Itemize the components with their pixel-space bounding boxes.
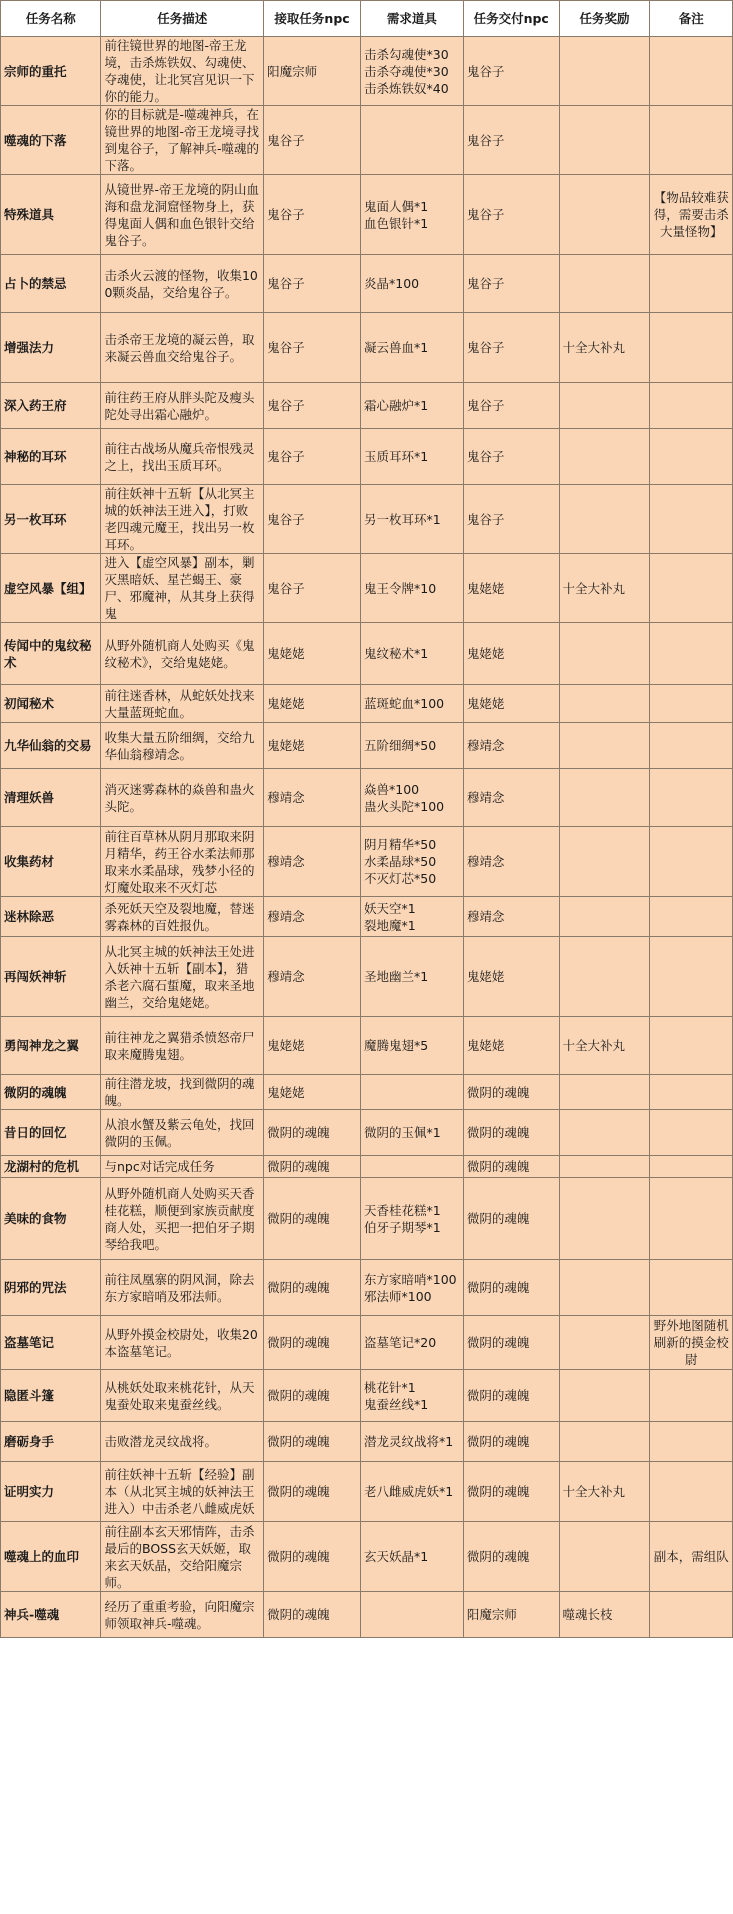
task-desc-cell — [101, 1017, 264, 1075]
giver-npc-cell: 微阴的魂魄 — [264, 1462, 361, 1522]
reward-cell — [559, 1178, 650, 1260]
note-cell — [650, 485, 733, 554]
table-row — [1, 255, 733, 313]
task-name-cell: 神兵-噬魂 — [1, 1592, 101, 1638]
table-row — [1, 1260, 733, 1316]
task-name-cell: 噬魂上的血印 — [1, 1522, 101, 1592]
required-item: 玉质耳环*1 — [364, 449, 429, 464]
table-row — [1, 1370, 733, 1422]
task-name-cell: 阴邪的咒法 — [1, 1260, 101, 1316]
header-reward: 任务奖励 — [559, 1, 650, 37]
giver-npc-cell: 鬼姥姥 — [264, 1017, 361, 1075]
table-row — [1, 1422, 733, 1462]
required-item: 阴月精华*50 — [364, 837, 437, 852]
note-cell — [650, 723, 733, 769]
header-row — [1, 1, 733, 37]
required-items-cell — [361, 1462, 464, 1522]
giver-npc-cell: 鬼谷子 — [264, 383, 361, 429]
task-name-cell: 噬魂的下落 — [1, 106, 101, 175]
reward-cell — [559, 723, 650, 769]
reward-cell — [559, 383, 650, 429]
task-desc-text: 与npc对话完成任务 — [104, 1159, 215, 1174]
reward-cell — [559, 769, 650, 827]
giver-npc-cell: 微阴的魂魄 — [264, 1592, 361, 1638]
required-items-cell — [361, 383, 464, 429]
turnin-npc-cell: 微阴的魂魄 — [463, 1370, 559, 1422]
task-desc-text: 消灭迷雾森林的焱兽和蛊火头陀。 — [104, 781, 255, 814]
reward-cell — [559, 429, 650, 485]
note-cell — [650, 1370, 733, 1422]
required-items-cell — [361, 255, 464, 313]
note-cell: 野外地图随机刷新的摸金校尉 — [650, 1316, 733, 1370]
turnin-npc-cell: 微阴的魂魄 — [463, 1462, 559, 1522]
note-cell — [650, 37, 733, 106]
turnin-npc-cell: 穆靖念 — [463, 723, 559, 769]
task-desc-cell — [101, 1522, 264, 1592]
table-row — [1, 37, 733, 106]
task-desc-cell — [101, 897, 264, 937]
turnin-npc-cell: 微阴的魂魄 — [463, 1422, 559, 1462]
task-desc-text: 前往百草林从阴月那取来阴月精华，药王谷水柔法师那取来水柔晶球，残梦小径的灯魔处取来不灭灯芯 — [104, 828, 255, 895]
required-items-cell — [361, 1592, 464, 1638]
required-item: 血色银针*1 — [364, 215, 429, 231]
header-giver-npc: 接取任务npc — [264, 1, 361, 37]
reward-cell: 十全大补丸 — [559, 313, 650, 383]
task-desc-text: 从浪水蟹及紫云龟处，找回微阴的玉佩。 — [104, 1116, 255, 1149]
task-desc-text: 收集大量五阶细绸，交给九华仙翁穆靖念。 — [104, 729, 255, 762]
task-name-cell: 另一枚耳环 — [1, 485, 101, 554]
reward-cell: 十全大补丸 — [559, 1462, 650, 1522]
reward-cell — [559, 485, 650, 554]
turnin-npc-cell: 穆靖念 — [463, 827, 559, 897]
task-name-cell: 特殊道具 — [1, 175, 101, 255]
task-desc-text: 前往副本玄天邪情阵，击杀最后的BOSS玄天妖姬，取来玄天妖晶，交给阳魔宗师。 — [104, 1523, 255, 1590]
note-cell — [650, 383, 733, 429]
required-item: 盗墓笔记*20 — [364, 1335, 437, 1350]
turnin-npc-cell: 鬼谷子 — [463, 255, 559, 313]
turnin-npc-cell: 微阴的魂魄 — [463, 1075, 559, 1110]
required-item: 玄天妖晶*1 — [364, 1549, 429, 1564]
required-items-cell — [361, 623, 464, 685]
reward-cell — [559, 1110, 650, 1156]
turnin-npc-cell: 鬼谷子 — [463, 313, 559, 383]
task-desc-cell — [101, 769, 264, 827]
required-items-cell — [361, 1370, 464, 1422]
giver-npc-cell: 微阴的魂魄 — [264, 1156, 361, 1178]
task-name-cell: 虚空风暴【组】 — [1, 554, 101, 623]
task-name-cell: 占卜的禁忌 — [1, 255, 101, 313]
task-desc-text: 击败潜龙灵纹战将。 — [104, 1434, 217, 1449]
task-desc-cell — [101, 37, 264, 106]
note-cell — [650, 685, 733, 723]
required-item: 不灭灯芯*50 — [364, 871, 437, 886]
giver-npc-cell: 鬼姥姥 — [264, 623, 361, 685]
note-cell — [650, 623, 733, 685]
note-cell — [650, 554, 733, 623]
required-item: 另一枚耳环*1 — [364, 511, 441, 527]
note-cell — [650, 106, 733, 175]
turnin-npc-cell: 鬼谷子 — [463, 37, 559, 106]
required-item: 微阴的玉佩*1 — [364, 1125, 441, 1140]
table-row — [1, 1462, 733, 1522]
table-row — [1, 623, 733, 685]
reward-cell — [559, 106, 650, 175]
task-desc-cell — [101, 1370, 264, 1422]
turnin-npc-cell: 微阴的魂魄 — [463, 1110, 559, 1156]
reward-cell: 十全大补丸 — [559, 554, 650, 623]
note-cell — [650, 1178, 733, 1260]
giver-npc-cell: 穆靖念 — [264, 897, 361, 937]
required-items-cell — [361, 175, 464, 255]
task-name-cell: 微阴的魂魄 — [1, 1075, 101, 1110]
required-items-cell — [361, 685, 464, 723]
task-name-cell: 传闻中的鬼纹秘术 — [1, 623, 101, 685]
reward-cell: 十全大补丸 — [559, 1017, 650, 1075]
giver-npc-cell: 阳魔宗师 — [264, 37, 361, 106]
task-desc-text: 前往古战场从魔兵帝恨残灵之上，找出玉质耳环。 — [104, 440, 255, 473]
task-name-cell: 初闻秘术 — [1, 685, 101, 723]
table-row — [1, 897, 733, 937]
task-desc-cell — [101, 827, 264, 897]
task-name-cell: 迷林除恶 — [1, 897, 101, 937]
required-items-cell — [361, 1316, 464, 1370]
required-items-cell — [361, 313, 464, 383]
task-desc-text: 前往妖神十五斩【从北冥主城的妖神法王进入】，打败老四魂元魔王，找出另一枚耳环。 — [104, 486, 255, 552]
turnin-npc-cell: 鬼姥姥 — [463, 1017, 559, 1075]
header-turnin-npc: 任务交付npc — [463, 1, 559, 37]
task-name-cell: 再闯妖神斩 — [1, 937, 101, 1017]
table-row — [1, 1075, 733, 1110]
note-cell — [650, 937, 733, 1017]
giver-npc-cell: 鬼姥姥 — [264, 1075, 361, 1110]
task-desc-text: 从北冥主城的妖神法王处进入妖神十五斩【副本】，猎杀老六腐石蜇魔，取来圣地幽兰，交给鬼姥姥。 — [104, 943, 255, 1010]
task-desc-cell — [101, 175, 264, 255]
turnin-npc-cell: 阳魔宗师 — [463, 1592, 559, 1638]
required-item: 水柔晶球*50 — [364, 854, 437, 869]
table-row — [1, 1156, 733, 1178]
turnin-npc-cell: 鬼姥姥 — [463, 623, 559, 685]
task-desc-text: 击杀帝王龙境的凝云兽，取来凝云兽血交给鬼谷子。 — [104, 331, 255, 364]
required-item: 凝云兽血*1 — [364, 340, 429, 355]
task-desc-cell — [101, 313, 264, 383]
header-required-items: 需求道具 — [361, 1, 464, 37]
giver-npc-cell: 穆靖念 — [264, 937, 361, 1017]
note-cell — [650, 1017, 733, 1075]
giver-npc-cell: 鬼谷子 — [264, 106, 361, 175]
required-items-cell — [361, 897, 464, 937]
turnin-npc-cell: 微阴的魂魄 — [463, 1522, 559, 1592]
task-name-cell: 龙湖村的危机 — [1, 1156, 101, 1178]
giver-npc-cell: 鬼谷子 — [264, 485, 361, 554]
turnin-npc-cell: 穆靖念 — [463, 897, 559, 937]
giver-npc-cell: 微阴的魂魄 — [264, 1260, 361, 1316]
task-desc-cell — [101, 485, 264, 554]
task-desc-cell — [101, 1462, 264, 1522]
task-desc-cell — [101, 1260, 264, 1316]
giver-npc-cell: 鬼谷子 — [264, 313, 361, 383]
task-name-cell: 磨砺身手 — [1, 1422, 101, 1462]
reward-cell — [559, 623, 650, 685]
note-cell — [650, 1260, 733, 1316]
task-desc-text: 前往镜世界的地图-帝王龙境，击杀炼铁奴、勾魂使、夺魂使，让北冥宫见识一下你的能力。 — [104, 38, 255, 104]
quest-body — [1, 37, 733, 1638]
task-name-cell: 宗师的重托 — [1, 37, 101, 106]
required-item: 天香桂花糕*1 — [364, 1202, 441, 1218]
giver-npc-cell: 鬼姥姥 — [264, 685, 361, 723]
required-item: 桃花针*1 — [364, 1379, 416, 1395]
giver-npc-cell: 穆靖念 — [264, 769, 361, 827]
task-desc-cell — [101, 1178, 264, 1260]
required-item: 击杀勾魂使*30 — [364, 46, 449, 62]
task-desc-cell — [101, 383, 264, 429]
task-desc-text: 前往凤凰寨的阴风洞，除去东方家暗哨及邪法师。 — [104, 1271, 255, 1304]
required-item: 霜心融炉*1 — [364, 398, 429, 413]
giver-npc-cell: 鬼谷子 — [264, 175, 361, 255]
task-desc-cell — [101, 1156, 264, 1178]
required-item: 蓝斑蛇血*100 — [364, 696, 445, 711]
task-desc-cell — [101, 1316, 264, 1370]
note-cell — [650, 897, 733, 937]
table-row — [1, 106, 733, 175]
table-row — [1, 685, 733, 723]
reward-cell — [559, 897, 650, 937]
task-desc-text: 杀死妖天空及裂地魔，替迷雾森林的百姓报仇。 — [104, 900, 255, 933]
task-desc-cell — [101, 429, 264, 485]
giver-npc-cell: 鬼谷子 — [264, 554, 361, 623]
giver-npc-cell: 微阴的魂魄 — [264, 1422, 361, 1462]
task-name-cell: 昔日的回忆 — [1, 1110, 101, 1156]
turnin-npc-cell: 鬼姥姥 — [463, 685, 559, 723]
required-item: 击杀夺魂使*30 — [364, 63, 449, 79]
required-item: 蛊火头陀*100 — [364, 798, 445, 814]
required-items-cell — [361, 1075, 464, 1110]
required-items-cell — [361, 723, 464, 769]
reward-cell — [559, 827, 650, 897]
reward-cell — [559, 937, 650, 1017]
task-desc-text: 进入【虚空风暴】副本，剿灭黑暗妖、星芒蝎王、豪尸、邪魔神，从其身上获得鬼 — [104, 555, 255, 621]
task-name-cell: 收集药材 — [1, 827, 101, 897]
required-item: 东方家暗哨*100 — [364, 1271, 457, 1287]
giver-npc-cell: 微阴的魂魄 — [264, 1110, 361, 1156]
task-name-cell: 盗墓笔记 — [1, 1316, 101, 1370]
required-items-cell — [361, 37, 464, 106]
task-desc-cell — [101, 554, 264, 623]
turnin-npc-cell: 鬼谷子 — [463, 175, 559, 255]
giver-npc-cell: 微阴的魂魄 — [264, 1522, 361, 1592]
giver-npc-cell: 鬼姥姥 — [264, 723, 361, 769]
task-name-cell: 清理妖兽 — [1, 769, 101, 827]
required-item: 击杀炼铁奴*40 — [364, 80, 449, 96]
required-item: 圣地幽兰*1 — [364, 969, 429, 984]
task-desc-cell — [101, 937, 264, 1017]
required-item: 炎晶*100 — [364, 276, 420, 291]
note-cell — [650, 313, 733, 383]
table-row — [1, 554, 733, 623]
reward-cell — [559, 175, 650, 255]
task-desc-text: 从镜世界-帝王龙境的阴山血海和盘龙洞窟怪物身上，获得鬼面人偶和血色银针交给鬼谷子。 — [104, 181, 259, 248]
task-desc-text: 从野外随机商人处购买《鬼纹秘术》，交给鬼姥姥。 — [104, 637, 255, 670]
task-name-cell: 神秘的耳环 — [1, 429, 101, 485]
note-cell — [650, 1075, 733, 1110]
required-item: 鬼王令牌*10 — [364, 580, 437, 596]
note-cell — [650, 1156, 733, 1178]
turnin-npc-cell: 鬼谷子 — [463, 106, 559, 175]
task-desc-text: 前往迷香林，从蛇妖处找来大量蓝斑蛇血。 — [104, 687, 255, 720]
task-name-cell: 九华仙翁的交易 — [1, 723, 101, 769]
task-desc-text: 击杀火云渡的怪物，收集100颗炎晶，交给鬼谷子。 — [104, 267, 258, 300]
table-row — [1, 429, 733, 485]
note-cell — [650, 769, 733, 827]
task-name-cell: 勇闯神龙之翼 — [1, 1017, 101, 1075]
task-desc-text: 从桃妖处取来桃花针，从天鬼蚕处取来鬼蚕丝线。 — [104, 1379, 255, 1412]
reward-cell — [559, 1522, 650, 1592]
reward-cell — [559, 1422, 650, 1462]
task-name-cell: 证明实力 — [1, 1462, 101, 1522]
required-item: 潜龙灵纹战将*1 — [364, 1434, 454, 1449]
required-item: 魔腾鬼翅*5 — [364, 1038, 429, 1053]
reward-cell — [559, 255, 650, 313]
note-cell: 【物品较难获得，需要击杀大量怪物】 — [650, 175, 733, 255]
required-items-cell — [361, 1110, 464, 1156]
task-name-cell: 美味的食物 — [1, 1178, 101, 1260]
required-item: 鬼面人偶*1 — [364, 198, 429, 214]
required-items-cell — [361, 485, 464, 554]
table-row — [1, 1316, 733, 1370]
turnin-npc-cell: 微阴的魂魄 — [463, 1260, 559, 1316]
table-row — [1, 1110, 733, 1156]
note-cell — [650, 1422, 733, 1462]
note-cell — [650, 429, 733, 485]
giver-npc-cell: 鬼谷子 — [264, 429, 361, 485]
task-name-cell: 增强法力 — [1, 313, 101, 383]
required-item: 五阶细绸*50 — [364, 738, 437, 753]
required-items-cell — [361, 106, 464, 175]
task-desc-text: 前往妖神十五斩【经验】副本（从北冥主城的妖神法王进入）中击杀老八雌威虎妖 — [104, 1467, 255, 1516]
giver-npc-cell: 穆靖念 — [264, 827, 361, 897]
table-row — [1, 383, 733, 429]
required-items-cell — [361, 1178, 464, 1260]
required-items-cell — [361, 1017, 464, 1075]
reward-cell — [559, 685, 650, 723]
table-row — [1, 1017, 733, 1075]
giver-npc-cell: 鬼谷子 — [264, 255, 361, 313]
required-item: 鬼纹秘术*1 — [364, 646, 429, 661]
table-row — [1, 937, 733, 1017]
table-row — [1, 1592, 733, 1638]
task-desc-cell — [101, 255, 264, 313]
required-items-cell — [361, 827, 464, 897]
turnin-npc-cell: 鬼姥姥 — [463, 554, 559, 623]
table-row — [1, 175, 733, 255]
note-cell — [650, 255, 733, 313]
task-desc-text: 你的目标就是-噬魂神兵，在镜世界的地图-帝王龙境寻找到鬼谷子，了解神兵-噬魂的下落。 — [104, 107, 259, 173]
table-row — [1, 723, 733, 769]
task-name-cell: 隐匿斗篷 — [1, 1370, 101, 1422]
giver-npc-cell: 微阴的魂魄 — [264, 1178, 361, 1260]
reward-cell — [559, 1075, 650, 1110]
required-item: 裂地魔*1 — [364, 917, 416, 933]
task-desc-cell — [101, 623, 264, 685]
note-cell — [650, 1462, 733, 1522]
header-task-name: 任务名称 — [1, 1, 101, 37]
required-item: 妖天空*1 — [364, 900, 416, 916]
turnin-npc-cell: 鬼谷子 — [463, 485, 559, 554]
header-note: 备注 — [650, 1, 733, 37]
reward-cell: 噬魂长枝 — [559, 1592, 650, 1638]
table-row — [1, 769, 733, 827]
task-desc-text: 经历了重重考验，向阳魔宗师领取神兵-噬魂。 — [104, 1598, 255, 1631]
reward-cell — [559, 1260, 650, 1316]
required-items-cell — [361, 1260, 464, 1316]
giver-npc-cell: 微阴的魂魄 — [264, 1316, 361, 1370]
table-row — [1, 485, 733, 554]
turnin-npc-cell: 穆靖念 — [463, 769, 559, 827]
task-desc-text: 前往药王府从胖头陀及瘦头陀处寻出霜心融炉。 — [104, 389, 255, 422]
required-items-cell — [361, 554, 464, 623]
task-desc-cell — [101, 106, 264, 175]
task-desc-text: 前往神龙之翼猎杀愤怒帝尸取来魔腾鬼翅。 — [104, 1029, 255, 1062]
required-items-cell — [361, 1422, 464, 1462]
turnin-npc-cell: 微阴的魂魄 — [463, 1156, 559, 1178]
task-desc-cell — [101, 723, 264, 769]
required-item: 老八雌威虎妖*1 — [364, 1484, 454, 1499]
task-desc-cell — [101, 1592, 264, 1638]
turnin-npc-cell: 鬼谷子 — [463, 429, 559, 485]
table-row — [1, 1522, 733, 1592]
required-items-cell — [361, 1156, 464, 1178]
turnin-npc-cell: 微阴的魂魄 — [463, 1178, 559, 1260]
turnin-npc-cell: 微阴的魂魄 — [463, 1316, 559, 1370]
reward-cell — [559, 1156, 650, 1178]
table-row — [1, 313, 733, 383]
note-cell — [650, 1592, 733, 1638]
task-desc-cell — [101, 1110, 264, 1156]
task-desc-text: 从野外摸金校尉处，收集20本盗墓笔记。 — [104, 1326, 258, 1359]
required-item: 邪法师*100 — [364, 1288, 432, 1304]
note-cell — [650, 1110, 733, 1156]
table-row — [1, 1178, 733, 1260]
note-cell: 副本，需组队 — [650, 1522, 733, 1592]
turnin-npc-cell: 鬼姥姥 — [463, 937, 559, 1017]
reward-cell — [559, 37, 650, 106]
required-item: 伯牙子期琴*1 — [364, 1219, 441, 1235]
required-item: 鬼蚕丝线*1 — [364, 1396, 429, 1412]
required-items-cell — [361, 937, 464, 1017]
task-desc-cell — [101, 685, 264, 723]
giver-npc-cell: 微阴的魂魄 — [264, 1370, 361, 1422]
required-items-cell — [361, 429, 464, 485]
reward-cell — [559, 1316, 650, 1370]
turnin-npc-cell: 鬼谷子 — [463, 383, 559, 429]
table-row — [1, 827, 733, 897]
task-name-cell: 深入药王府 — [1, 383, 101, 429]
header-task-desc: 任务描述 — [101, 1, 264, 37]
task-desc-text: 前往潜龙坡，找到微阴的魂魄。 — [104, 1076, 255, 1108]
task-desc-cell — [101, 1075, 264, 1110]
required-items-cell — [361, 769, 464, 827]
task-desc-cell — [101, 1422, 264, 1462]
reward-cell — [559, 1370, 650, 1422]
required-item: 焱兽*100 — [364, 781, 420, 797]
note-cell — [650, 827, 733, 897]
required-items-cell — [361, 1522, 464, 1592]
task-desc-text: 从野外随机商人处购买天香桂花糕，顺便到家族贡献度商人处，买把一把伯牙子期琴给我吧。 — [104, 1185, 255, 1252]
